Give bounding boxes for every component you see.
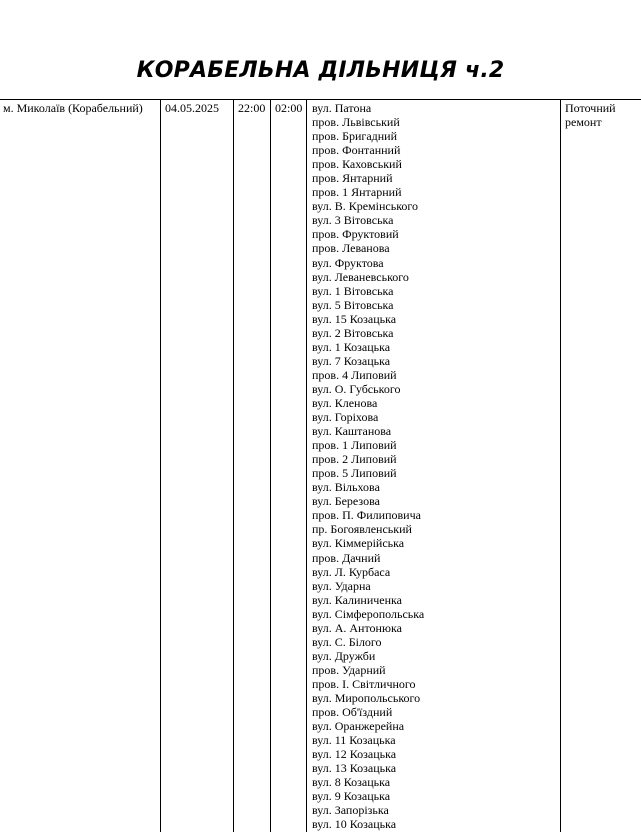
time-to-cell: 02:00 — [275, 101, 303, 115]
street-item: пров. Янтарний — [312, 171, 393, 186]
street-item: вул. 15 Козацька — [312, 311, 397, 326]
location-cell: м. Миколаїв (Корабельний) — [3, 101, 143, 115]
street-item: пров. 4 Липовий — [312, 367, 397, 382]
street-item: пров. Бригадний — [312, 129, 398, 144]
street-item: вул. Л. Курбаса — [312, 564, 391, 579]
street-item: пров. 1 Янтарний — [312, 185, 402, 200]
street-item: пр. Богоявленський — [312, 522, 412, 537]
date-cell: 04.05.2025 — [165, 101, 219, 115]
time-from-cell: 22:00 — [238, 101, 266, 115]
street-item: вул. 8 Козацька — [312, 775, 391, 790]
street-item: вул. 2 Вітовська — [312, 325, 394, 340]
street-item: пров. П. Филиповича — [312, 508, 421, 523]
street-item: вул. О. Губського — [312, 381, 401, 396]
street-item: вул. Калиниченка — [312, 592, 403, 607]
street-item: вул. Березова — [312, 494, 380, 509]
column-divider — [270, 99, 271, 832]
page-title: КОРАБЕЛЬНА ДІЛЬНИЦЯ ч.2 — [136, 58, 505, 83]
street-item: пров. Леванова — [312, 241, 390, 256]
street-item: вул. Каштанова — [312, 424, 392, 439]
street-item: вул. Кіммерійська — [312, 536, 405, 551]
street-item: вул. Запорізька — [312, 803, 389, 818]
street-item: вул. 12 Козацька — [312, 747, 397, 762]
street-item: вул. Патона — [312, 101, 372, 115]
street-item: пров. Львівський — [312, 115, 400, 130]
street-item: пров. Ударний — [312, 662, 386, 677]
street-item: вул. 10 Козацька — [312, 817, 397, 832]
street-item: вул. 13 Козацька — [312, 761, 397, 776]
street-item: пров. 5 Липовий — [312, 466, 397, 481]
street-item: пров. 1 Липовий — [312, 438, 397, 453]
street-item: вул. Оранжерейна — [312, 719, 405, 734]
street-item: вул. Фруктова — [312, 255, 384, 270]
table-top-border — [0, 99, 641, 100]
street-item: вул. Дружби — [312, 648, 376, 663]
street-item: вул. 3 Вітовська — [312, 213, 394, 228]
street-item: вул. Горіхова — [312, 410, 379, 425]
street-item: вул. А. Антонюка — [312, 620, 402, 635]
street-item: вул. Ударна — [312, 578, 371, 593]
street-item: вул. Кленова — [312, 395, 378, 410]
street-item: вул. 5 Вітовська — [312, 297, 394, 312]
street-item: вул. Сімферопольська — [312, 606, 425, 621]
street-item: пров. 2 Липовий — [312, 452, 397, 467]
street-item: вул. Леваневського — [312, 269, 409, 284]
street-item: пров. І. Світличного — [312, 676, 416, 691]
street-item: вул. 7 Козацька — [312, 353, 391, 368]
streets-list — [312, 101, 424, 831]
street-item: вул. В. Кремінського — [312, 199, 419, 214]
street-item: вул. С. Білого — [312, 634, 382, 649]
street-item: пров. Об'їздний — [312, 705, 393, 720]
street-item: вул. 9 Козацька — [312, 789, 391, 804]
street-item: вул. Миропольського — [312, 690, 421, 705]
outage-table — [0, 99, 641, 832]
reason-cell: Поточний ремонт — [565, 101, 616, 129]
column-divider — [160, 99, 161, 832]
column-divider — [233, 99, 234, 832]
column-divider — [560, 99, 561, 832]
street-item: вул. 1 Вітовська — [312, 283, 394, 298]
street-item: вул. Вільхова — [312, 480, 380, 495]
street-item: пров. Фонтанний — [312, 143, 401, 158]
street-item: пров. Фруктовий — [312, 227, 399, 242]
street-item: вул. 1 Козацька — [312, 339, 391, 354]
street-item: пров. Дачний — [312, 550, 381, 565]
street-item: пров. Каховський — [312, 157, 402, 172]
streets-cell — [312, 101, 424, 831]
street-item: вул. 11 Козацька — [312, 733, 396, 748]
column-divider — [306, 99, 307, 832]
